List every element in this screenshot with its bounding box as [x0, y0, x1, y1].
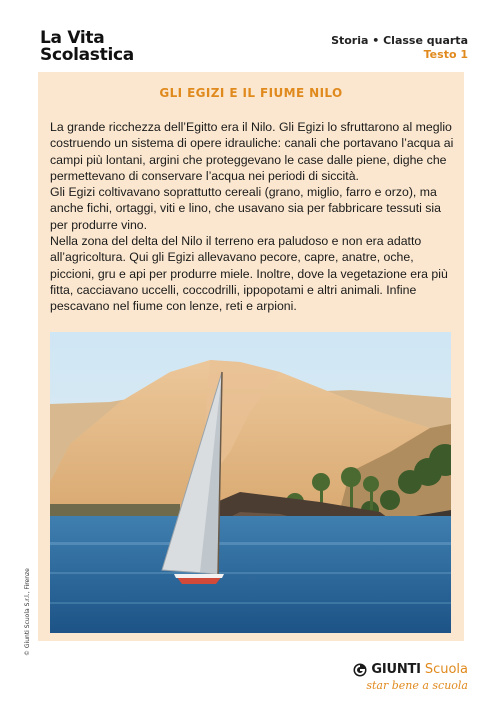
- publisher-brand: [353, 662, 468, 692]
- brand-tagline: star bene a scuola: [366, 679, 468, 692]
- copyright-credit: [24, 568, 32, 664]
- photo-illustration: [50, 332, 451, 633]
- giunti-logo-icon: [353, 663, 367, 677]
- brand-name: GIUNTI: [371, 662, 421, 677]
- copyright-text: © Giunti Scuola S.r.l., Firenze: [24, 568, 31, 656]
- brand-name-scuola: Scuola: [424, 662, 468, 677]
- paragraph-1: La grande ricchezza dell’Egitto era il Nilo. Gli Egizi lo sfruttarono al meglio costruendo un sistema di opere idrauliche: canali che portavano l’acqua ai campi più lontani, argini che proteggevano le case dalle piene, dighe che permettevano di conservare l’acqua nei periodi di siccità.: [50, 120, 454, 183]
- paragraph-2: Gli Egizi coltivavano soprattutto cereali (grano, miglio, farro e orzo), ma anche fichi, ortaggi, viti e lino, che usavano sia per fabbricare tessuti sia per produrre vino.: [50, 185, 441, 232]
- logo-line-1: La Vita: [40, 28, 105, 48]
- header-info: [331, 34, 468, 62]
- nile-felucca-photo: [50, 332, 451, 633]
- article-body: [50, 119, 456, 315]
- magazine-logo: [40, 30, 134, 64]
- logo-line-2: Scolastica: [40, 45, 134, 65]
- text-number-label: Testo 1: [423, 48, 468, 61]
- brand-line: [353, 662, 468, 677]
- article-title: GLI EGIZI E IL FIUME NILO: [159, 86, 343, 100]
- subject-label: Storia • Classe quarta: [331, 34, 468, 47]
- paragraph-3: Nella zona del delta del Nilo il terreno era paludoso e non era adatto all’agricoltura. Qui gli Egizi allevavano pecore, capre, anatre, oche, piccioni, gru e api per produrre miele. Inoltre, dove la vegetazione era più fitta, cacciavano uccelli, coccodrilli, ippopotami e altri animali. Infine pescavano nel fiume con lenze, reti e arpioni.: [50, 234, 448, 314]
- content-panel: [38, 72, 464, 641]
